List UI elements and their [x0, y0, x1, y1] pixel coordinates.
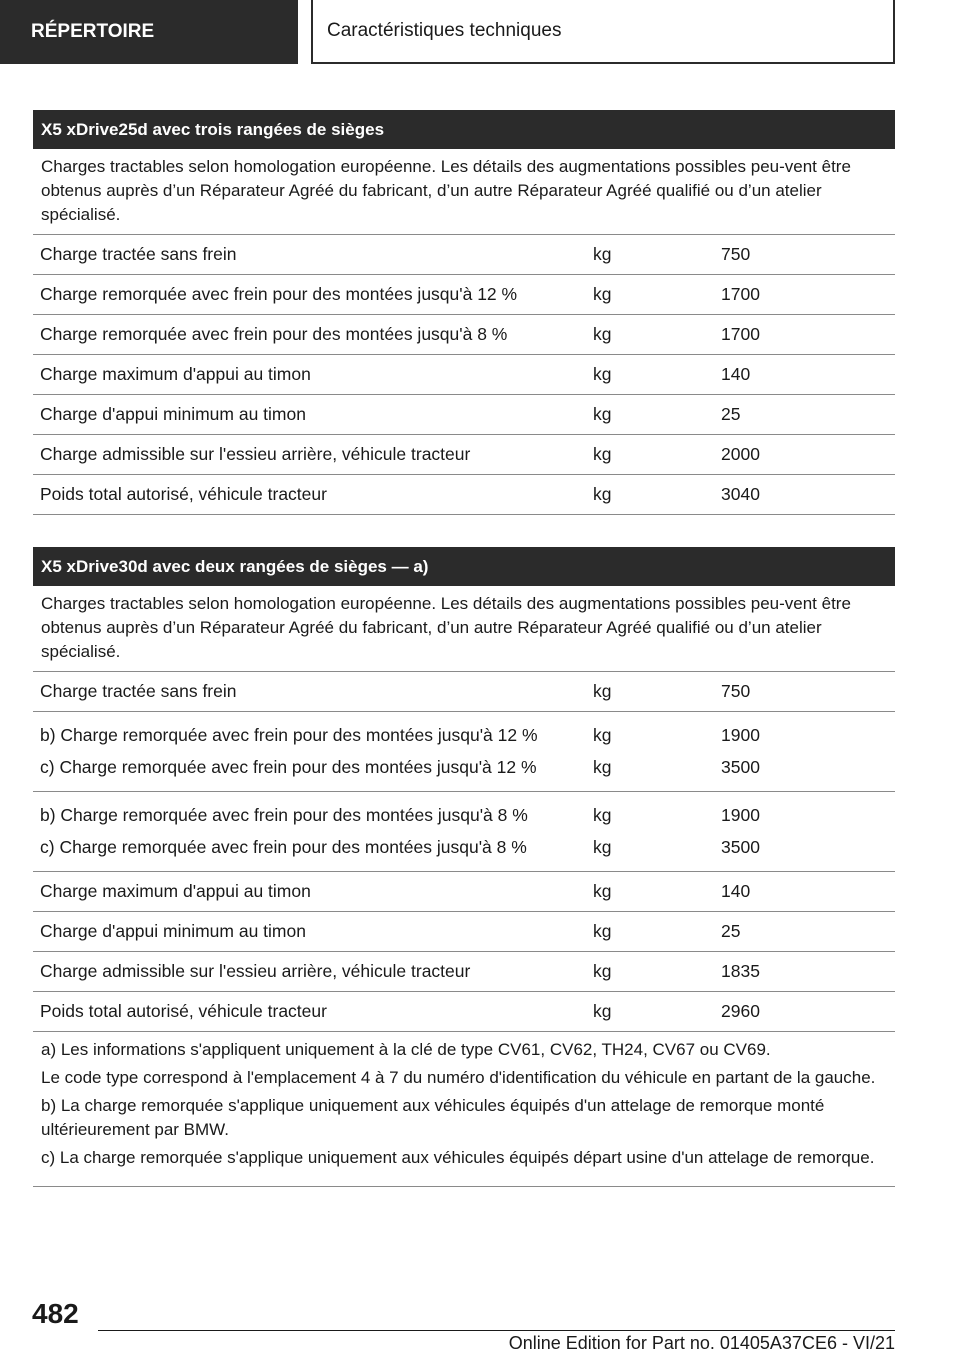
row-unit: kg — [593, 681, 612, 701]
row-unit: kg — [593, 364, 612, 384]
row-line — [33, 800, 895, 832]
section-xdrive30d — [33, 547, 895, 1187]
row-label: Charge tractée sans frein — [40, 681, 237, 701]
section-intro: Charges tractables selon homologation européenne. Les détails des augmentations possibles peu-vent être obtenus auprès d’un Réparateur Agréé du fabricant, d’un autre Réparateur Agréé qualifié ou d’un atelier spécialisé. — [33, 149, 895, 235]
section-title: X5 xDrive25d avec trois rangées de sièges — [33, 110, 895, 149]
row-unit: kg — [593, 757, 612, 777]
row-unit: kg — [593, 244, 612, 264]
table-row — [33, 912, 895, 952]
index-tab[interactable] — [0, 0, 298, 64]
row-value: 25 — [721, 921, 741, 941]
row-label: Charge remorquée avec frein pour des montées jusqu'à 8 % — [40, 324, 508, 344]
row-value: 1835 — [721, 961, 760, 981]
row-label: b) Charge remorquée avec frein pour des montées jusqu'à 8 % — [40, 805, 528, 825]
section-intro: Charges tractables selon homologation européenne. Les détails des augmentations possibles peu-vent être obtenus auprès d’un Réparateur Agréé du fabricant, d’un autre Réparateur Agréé qualifié ou d’un atelier spécialisé. — [33, 586, 895, 672]
footnote-b: b) La charge remorquée s'applique uniquement aux véhicules équipés d'un attelage de remorque monté ultérieurement par BMW. — [41, 1096, 825, 1139]
row-label: Charge admissible sur l'essieu arrière, véhicule tracteur — [40, 961, 471, 981]
table-row — [33, 235, 895, 275]
row-unit: kg — [593, 404, 612, 424]
section-title: X5 xDrive30d avec deux rangées de sièges — a) — [33, 547, 895, 586]
row-unit: kg — [593, 284, 612, 304]
row-line — [33, 720, 895, 752]
row-value: 2000 — [721, 444, 760, 464]
table-row — [33, 992, 895, 1032]
row-label: Charge tractée sans frein — [40, 244, 237, 264]
row-value: 750 — [721, 681, 751, 701]
row-label: Charge remorquée avec frein pour des montées jusqu'à 12 % — [40, 284, 518, 304]
index-tab-label: RÉPERTOIRE — [31, 21, 155, 42]
row-label: b) Charge remorquée avec frein pour des montées jusqu'à 12 % — [40, 725, 538, 745]
table-row — [33, 435, 895, 475]
row-label: Poids total autorisé, véhicule tracteur — [40, 484, 327, 504]
row-unit: kg — [593, 961, 612, 981]
row-unit: kg — [593, 725, 612, 745]
row-unit: kg — [593, 921, 612, 941]
section-xdrive25d — [33, 110, 895, 515]
row-value: 140 — [721, 881, 751, 901]
chapter-title: Caractéristiques techniques — [327, 20, 562, 41]
row-value: 1700 — [721, 324, 760, 344]
row-unit: kg — [593, 881, 612, 901]
table-row — [33, 672, 895, 712]
table-row — [33, 355, 895, 395]
footer-divider — [98, 1330, 895, 1331]
page-number: 482 — [32, 1298, 79, 1329]
row-label: Poids total autorisé, véhicule tracteur — [40, 1001, 327, 1021]
row-value: 1900 — [721, 805, 760, 825]
chapter-header — [311, 0, 895, 64]
row-value: 140 — [721, 364, 751, 384]
row-unit: kg — [593, 805, 612, 825]
table-row — [33, 952, 895, 992]
row-value: 3500 — [721, 757, 760, 777]
row-label: c) Charge remorquée avec frein pour des montées jusqu'à 8 % — [40, 837, 527, 857]
row-unit: kg — [593, 837, 612, 857]
row-line — [33, 752, 895, 784]
footnote-type-code: Le code type correspond à l'emplacement 4 à 7 du numéro d'identification du véhicule en partant de la gauche. — [41, 1068, 876, 1087]
row-label: Charge d'appui minimum au timon — [40, 921, 306, 941]
row-value: 1900 — [721, 725, 760, 745]
table-row — [33, 395, 895, 435]
table-row — [33, 872, 895, 912]
table-row — [33, 475, 895, 515]
row-label: Charge maximum d'appui au timon — [40, 364, 311, 384]
footnotes — [33, 1032, 895, 1187]
row-label: Charge d'appui minimum au timon — [40, 404, 306, 424]
row-label: c) Charge remorquée avec frein pour des montées jusqu'à 12 % — [40, 757, 537, 777]
edition-note: Online Edition for Part no. 01405A37CE6 - VI/21 — [508, 1333, 895, 1353]
row-unit: kg — [593, 484, 612, 504]
row-unit: kg — [593, 324, 612, 344]
row-unit: kg — [593, 444, 612, 464]
row-label: Charge maximum d'appui au timon — [40, 881, 311, 901]
table-row — [33, 315, 895, 355]
row-value: 1700 — [721, 284, 760, 304]
table-row — [33, 275, 895, 315]
row-value: 750 — [721, 244, 751, 264]
row-value: 3040 — [721, 484, 760, 504]
footnote-c: c) La charge remorquée s'applique uniquement aux véhicules équipés départ usine d'un attelage de remorque. — [41, 1148, 875, 1167]
row-unit: kg — [593, 1001, 612, 1021]
row-value: 2960 — [721, 1001, 760, 1021]
row-label: Charge admissible sur l'essieu arrière, véhicule tracteur — [40, 444, 471, 464]
row-line — [33, 832, 895, 864]
row-value: 25 — [721, 404, 741, 424]
table-row — [33, 712, 895, 792]
footnote-a: a) Les informations s'appliquent uniquement à la clé de type CV61, CV62, TH24, CV67 ou CV69. — [41, 1040, 771, 1059]
table-row — [33, 792, 895, 872]
row-value: 3500 — [721, 837, 760, 857]
